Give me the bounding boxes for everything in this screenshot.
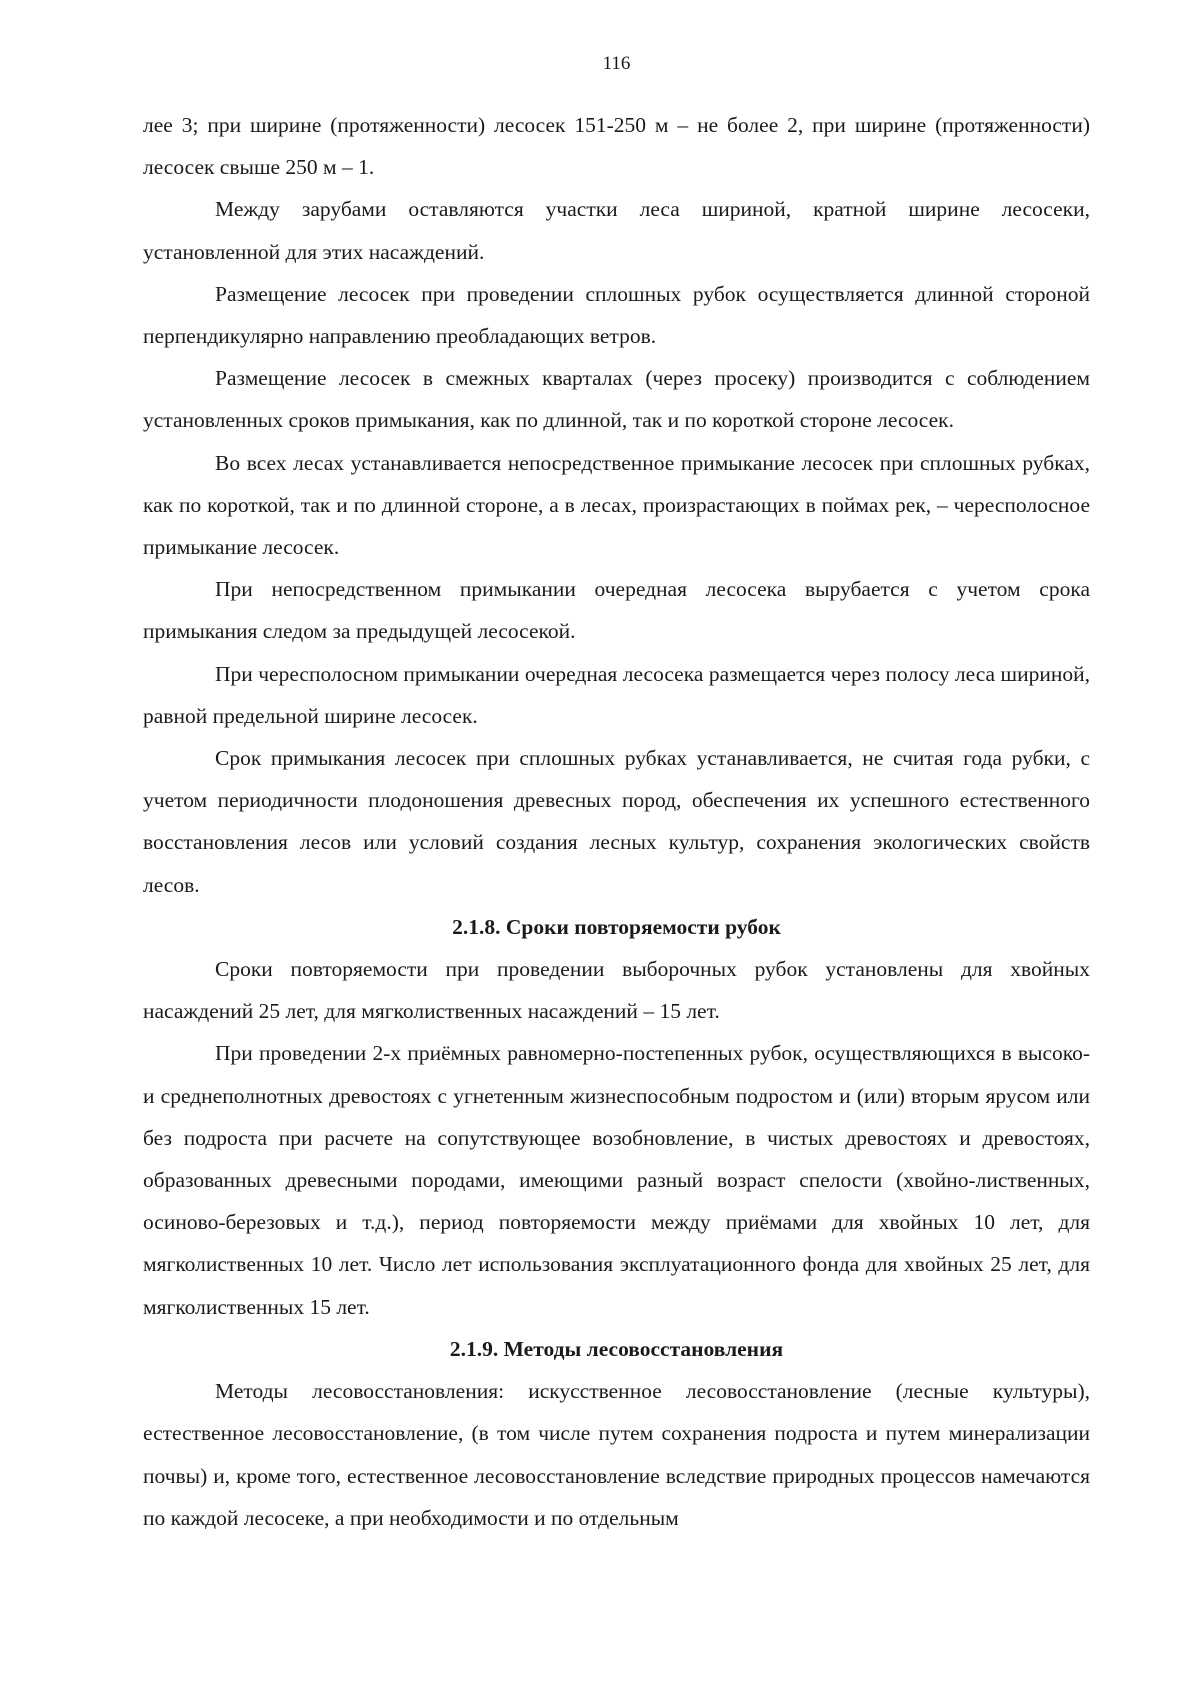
paragraph-reforestation-methods: Методы лесовосстановления: искусственное лесовосстановление (лесные культуры), естественное лесовосстановление, (в том числе путем сохранения подроста и путем минерализации почвы) и, кроме того, естественное лесовосстановление вследствие природных процессов намечаются по каждой лесосеке, а при необходимости и по отдельным bbox=[143, 1379, 1090, 1530]
paragraph-adjacency-term: Срок примыкания лесосек при сплошных рубках устанавливается, не считая года рубки, с учетом периодичности плодоношения древесных пород, обеспечения их успешного естественного восстановления лесов или условий создания лесных культур, сохранения экологических свойств лесов. bbox=[143, 746, 1090, 897]
paragraph-two-stage-cutting: При проведении 2-х приёмных равномерно-постепенных рубок, осуществляющихся в высоко- и среднеполнотных древостоях с угнетенным жизнеспособным подростом и (или) вторым ярусом или без подроста при расчете на сопутствующее возобновление, в чистых древостоях и древостоях, образованных древесными породами, имеющими разный возраст спелости (хвойно-лиственных, осиново-березовых и т.д.), период повторяемости между приёмами для хвойных 10 лет, для мягколиственных 10 лет. Число лет использования эксплуатационного фонда для хвойных 25 лет, для мягколиственных 15 лет. bbox=[143, 1041, 1090, 1319]
paragraph-direct-adjacency-next-area: При непосредственном примыкании очередная лесосека вырубается с учетом срока примыкания следом за предыдущей лесосекой. bbox=[143, 577, 1090, 644]
paragraph-direct-adjacency: Во всех лесах устанавливается непосредственное примыкание лесосек при сплошных рубках, как по короткой, так и по длинной стороне, а в лесах, произрастающих в поймах рек, – чересполосное примыкание лесосек. bbox=[143, 450, 1090, 560]
paragraph-strip-adjacency: При чересполосном примыкании очередная лесосека размещается через полосу леса шириной, равной предельной ширине лесосек. bbox=[143, 661, 1090, 728]
section-heading-cutting-frequency: 2.1.8. Сроки повторяемости рубок bbox=[452, 914, 781, 939]
paragraph-cutting-area-placement: Размещение лесосек при проведении сплошных рубок осуществляется длинной стороной перпендикулярно направлению преобладающих ветров. bbox=[143, 281, 1090, 349]
paragraph-cutting-limits-continued: лее 3; при ширине (протяженности) лесосек 151-250 м – не более 2, при ширине (протяженности) лесосек свыше 250 м – 1. bbox=[143, 113, 1090, 180]
paragraph-selective-cutting-frequency: Сроки повторяемости при проведении выборочных рубок установлены для хвойных насаждений 25 лет, для мягколиственных насаждений – 15 лет. bbox=[143, 957, 1090, 1024]
paragraph-adjacent-quarters-placement: Размещение лесосек в смежных кварталах (через просеку) производится с соблюдением установленных сроков примыкания, как по длинной, так и по короткой стороне лесосек. bbox=[143, 366, 1090, 433]
paragraph-forest-strips-between-cuts: Между зарубами оставляются участки леса шириной, кратной ширине лесосеки, установленной для этих насаждений. bbox=[143, 197, 1090, 264]
page-number: 116 bbox=[602, 53, 631, 74]
section-heading-reforestation-methods: 2.1.9. Методы лесовосстановления bbox=[449, 1336, 784, 1361]
